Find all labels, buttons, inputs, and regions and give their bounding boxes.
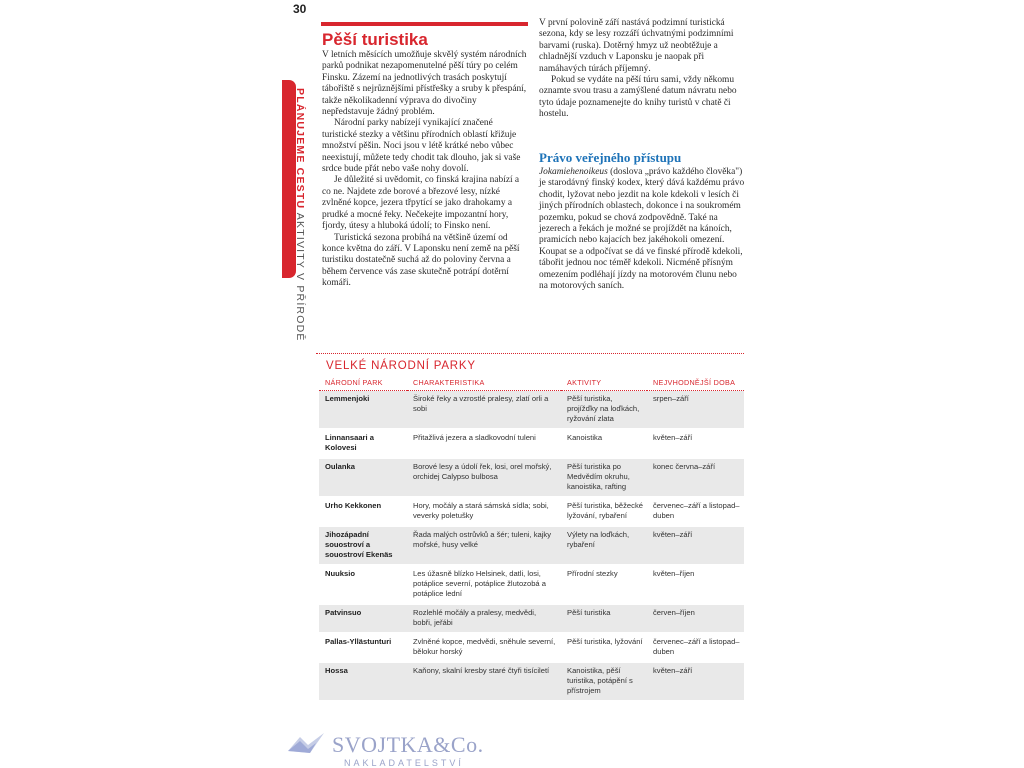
table-row bbox=[319, 429, 744, 458]
column-right-top bbox=[539, 18, 745, 121]
column-header: NEJVHODNĚJŠÍ DOBA bbox=[647, 377, 744, 391]
column-header: CHARAKTERISTIKA bbox=[407, 377, 561, 391]
parks-table bbox=[319, 377, 744, 702]
cell-characteristics: Hory, močály a stará sámská sídla; sobi, veverky poletušky bbox=[407, 497, 561, 526]
table-row bbox=[319, 458, 744, 497]
subsection-title: Právo veřejného přístupu bbox=[539, 150, 682, 165]
paragraph: Turistická sezona probíhá na většině území od konce května do září. V Laponsku není země na pěší turistiku dostatečně suchá až do poloviny června a během července vás zase skutečně potrápí dotěrní komáři. bbox=[322, 232, 520, 289]
paragraph: Pokud se vydáte na pěší túru sami, vždy někomu oznamte svou trasu a zamýšlené datum návratu nebo tyto údaje poznamenejte do knihy turistů v chatě či hostelu. bbox=[539, 75, 737, 120]
table-header-row bbox=[319, 377, 744, 391]
publisher-tagline: NAKLADATELSTVÍ bbox=[344, 758, 464, 768]
cell-characteristics: Zvlněné kopce, medvědi, sněhule severní, bělokur horský bbox=[407, 633, 561, 662]
cell-characteristics: Přitažlivá jezera a sladkovodní tuleni bbox=[407, 429, 561, 458]
column-header: AKTIVITY bbox=[561, 377, 647, 391]
cell-activities: Pěší turistika, běžecké lyžování, rybaření bbox=[561, 497, 647, 526]
italic-term: Jokamiehenoikeus bbox=[539, 167, 608, 177]
table-row bbox=[319, 497, 744, 526]
park-name: Oulanka bbox=[319, 458, 407, 497]
cell-characteristics: Rozlehlé močály a pralesy, medvědi, bobři, jeřábi bbox=[407, 604, 561, 633]
chapter-label-bold: PLÁNUJEME CESTU bbox=[294, 88, 306, 210]
table-row bbox=[319, 604, 744, 633]
cell-activities: Kanoistika, pěší turistika, potápění s přístrojem bbox=[561, 662, 647, 701]
chapter-label bbox=[292, 88, 306, 342]
section-title: Pěší turistika bbox=[322, 30, 428, 49]
cell-activities: Přírodní stezky bbox=[561, 565, 647, 604]
table-row bbox=[319, 633, 744, 662]
cell-characteristics: Široké řeky a vzrostlé pralesy, zlatí orli a sobi bbox=[407, 391, 561, 430]
chapter-label-light: AKTIVITY V PŘÍRODĚ bbox=[294, 209, 306, 342]
cell-activities: Kanoistika bbox=[561, 429, 647, 458]
cell-characteristics: Borové lesy a údolí řek, losi, orel mořský, orchidej Calypso bulbosa bbox=[407, 458, 561, 497]
title-rule bbox=[321, 22, 528, 26]
park-name: Pallas-Yllästunturi bbox=[319, 633, 407, 662]
cell-best-time: červenec–září a listopad–duben bbox=[647, 633, 744, 662]
cell-best-time: květen–říjen bbox=[647, 565, 744, 604]
cell-activities: Pěší turistika bbox=[561, 604, 647, 633]
column-header: NÁRODNÍ PARK bbox=[319, 377, 407, 391]
cell-activities: Pěší turistika po Medvědím okruhu, kanoistika, rafting bbox=[561, 458, 647, 497]
cell-characteristics: Řada malých ostrůvků a šér; tuleni, kajky mořské, husy velké bbox=[407, 526, 561, 565]
table-row bbox=[319, 662, 744, 701]
cell-best-time: květen–září bbox=[647, 662, 744, 701]
cell-activities: Pěší turistika, projížďky na loďkách, ryžování zlata bbox=[561, 391, 647, 430]
cell-best-time: květen–září bbox=[647, 526, 744, 565]
table-row bbox=[319, 565, 744, 604]
cell-characteristics: Les úžasně blízko Helsinek, datli, losi, potáplice severní, potáplice žlutozobá a potáplice lední bbox=[407, 565, 561, 604]
cell-characteristics: Kaňony, skalní kresby staré čtyři tisíciletí bbox=[407, 662, 561, 701]
column-left bbox=[322, 50, 528, 290]
publisher-name: SVOJTKA&Co. bbox=[332, 732, 484, 757]
cell-best-time: konec června–září bbox=[647, 458, 744, 497]
table-row bbox=[319, 391, 744, 430]
cell-activities: Pěší turistika, lyžování bbox=[561, 633, 647, 662]
paragraph: Národní parky nabízejí vynikající značené turistické stezky a většinu přírodních oblastí křižuje množství pěšin. Noci jsou v létě krátké nebo vůbec neexistují, můžete tedy chodit tak dlouho, jak si vaše srdce bude přát nebo vaše nohy dovolí. bbox=[322, 118, 521, 175]
publisher-watermark bbox=[286, 728, 486, 768]
paragraph: (doslova „právo každého člověka") je starodávný finský kodex, který dává každému právo chodit, lyžovat nebo jezdit na kole kdekoli v lesích či jiných přírodních oblastech, dokonce i na soukromém pozemku, pokud se chová zodpovědně. Také na jezerech a řekách je možné se projíždět na kánoích, pramicích nebo kajacích bez jakéhokoli omezení. Koupat se a odpočívat se dá ve finské přírodě kdekoli, tábořit jednou noc téměř kdekoli. Nicméně přísným omezením podléhají jízdy na motorovém člunu nebo na motorových saních. bbox=[539, 167, 745, 292]
cell-activities: Výlety na loďkách, rybaření bbox=[561, 526, 647, 565]
cell-best-time: červen–říjen bbox=[647, 604, 744, 633]
park-name: Patvinsuo bbox=[319, 604, 407, 633]
column-right-bottom bbox=[539, 167, 745, 292]
cell-best-time: květen–září bbox=[647, 429, 744, 458]
table-title: VELKÉ NÁRODNÍ PARKY bbox=[326, 360, 476, 372]
paragraph: V první polovině září nastává podzimní turistická sezona, kdy se lesy rozzáří úchvatnými podzimními barvami (ruska). Dotěrný hmyz už neobtěžuje a chladnější vzduch v Laponsku je naopak při namáhavých túrách příjemný. bbox=[539, 18, 734, 74]
paragraph: V letních měsících umožňuje skvělý systém národních parků podnikat nezapomenutelné pěší túry po celém Finsku. Zázemí na jednotlivých trasách poskytují tábořiště s nejrůznějšími přístřešky a sruby k přespání, takže několikadenní výprava do divočiny nepředstavuje žádný problém. bbox=[322, 50, 527, 118]
table-rule bbox=[316, 353, 744, 354]
table-row bbox=[319, 526, 744, 565]
cell-best-time: srpen–září bbox=[647, 391, 744, 430]
paragraph: Je důležité si uvědomit, co finská krajina nabízí a co ne. Najdete zde borové a březové lesy, nízké zvlněné kopce, jezera třpytící se jako drahokamy a prudké a mocné řeky. Nečekejte impozantní hory, fjordy, útesy a hluboká údolí; to Finsko není. bbox=[322, 175, 520, 232]
publisher-logo-icon bbox=[286, 731, 326, 755]
park-name: Hossa bbox=[319, 662, 407, 701]
page-number: 30 bbox=[293, 2, 307, 16]
park-name: Nuuksio bbox=[319, 565, 407, 604]
cell-best-time: červenec–září a listopad–duben bbox=[647, 497, 744, 526]
park-name: Urho Kekkonen bbox=[319, 497, 407, 526]
park-name: Lemmenjoki bbox=[319, 391, 407, 430]
park-name: Linnansaari a Kolovesi bbox=[319, 429, 407, 458]
park-name: Jihozápadní souostroví a souostroví Ekenäs bbox=[319, 526, 407, 565]
